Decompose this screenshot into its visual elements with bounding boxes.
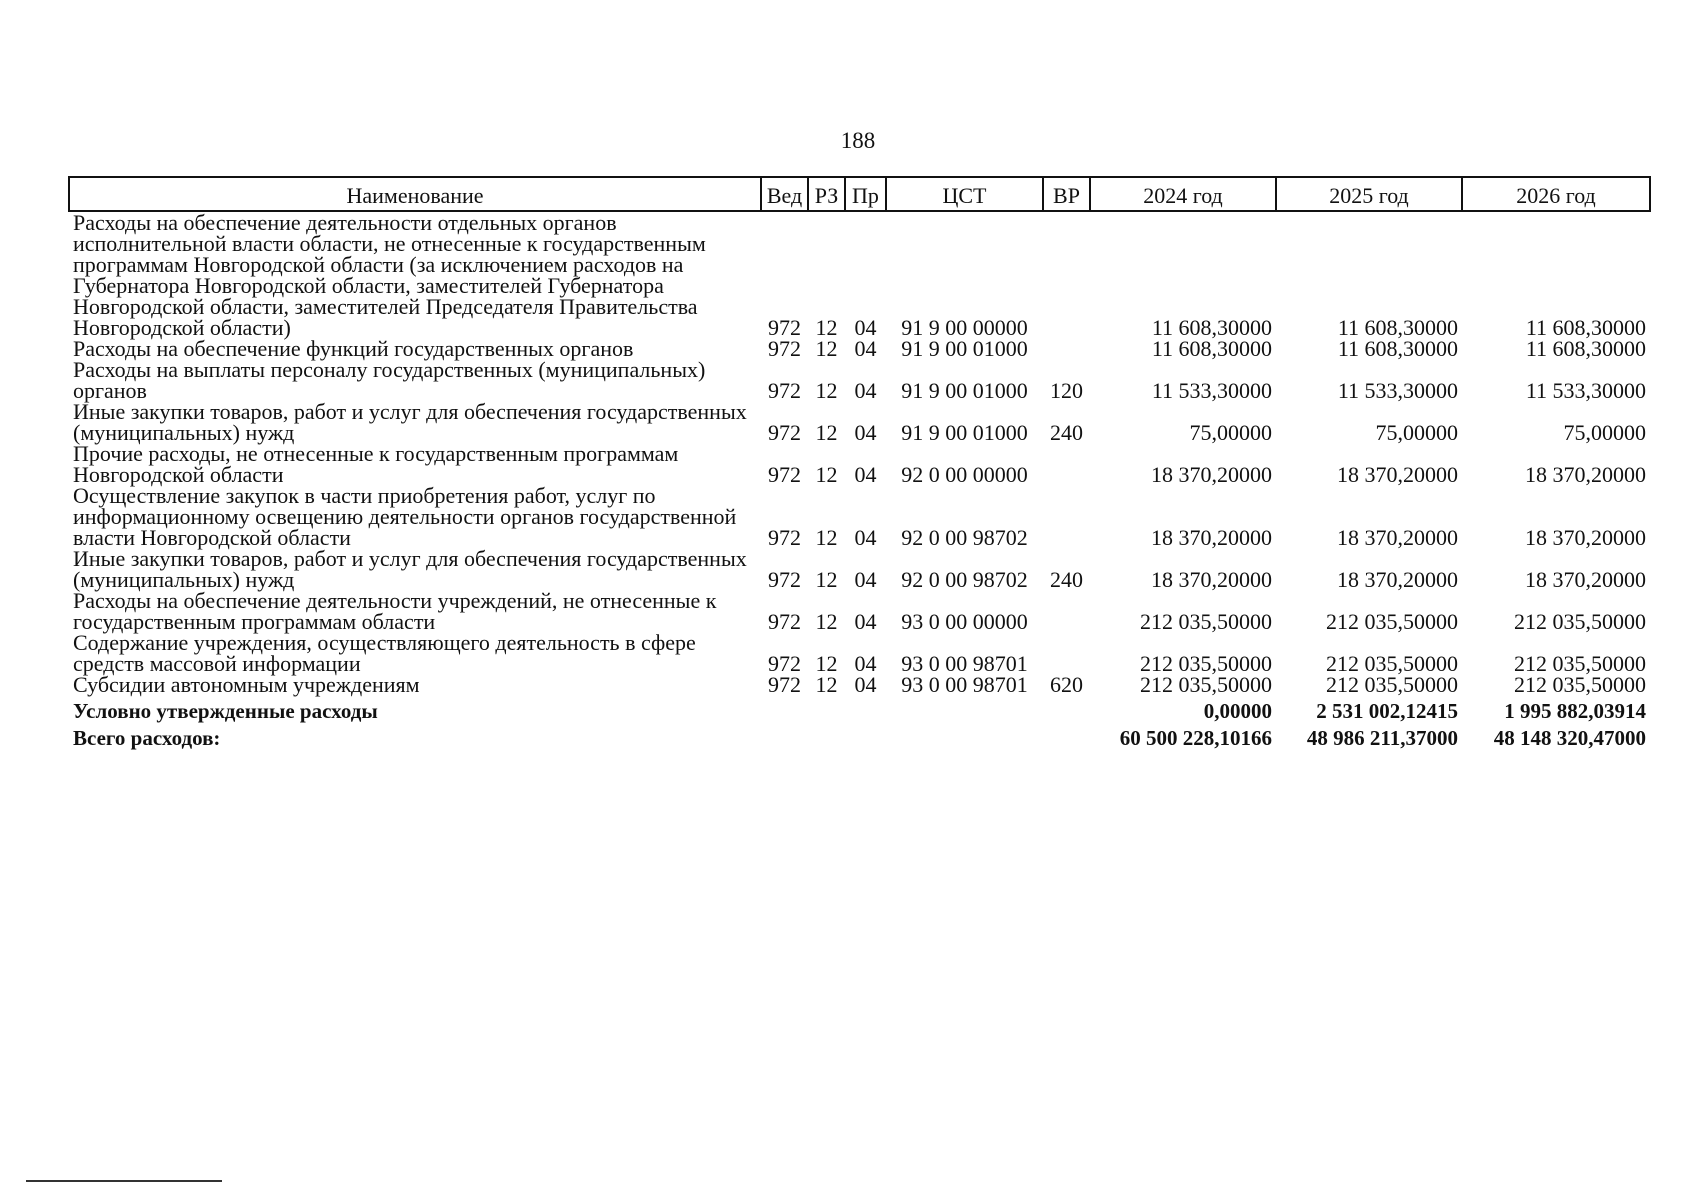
row-pr: 04: [854, 420, 877, 445]
row-cst: 93 0 00 00000: [901, 609, 1028, 634]
row-2025: 18 370,20000: [1337, 567, 1458, 592]
row-2024: 212 035,50000: [1140, 609, 1272, 634]
row-vr: 120: [1050, 378, 1083, 403]
row-name: Иные закупки товаров, работ и услуг для обеспечения государственных (муниципальных) нужд: [73, 399, 747, 445]
row-cst: 92 0 00 00000: [901, 462, 1028, 487]
table-header-row: [69, 177, 1650, 211]
row-2026: 18 370,20000: [1525, 567, 1646, 592]
row-ved: 972: [768, 336, 801, 361]
row-vr: 240: [1050, 420, 1083, 445]
header-2025: 2025 год: [1276, 177, 1462, 211]
header-ved: Вед: [761, 177, 808, 211]
row-rz: 12: [815, 315, 838, 340]
row-rz: 12: [815, 462, 838, 487]
total-row-grand: [69, 722, 1650, 749]
row-ved: 972: [768, 609, 801, 634]
row-2024: 75,00000: [1189, 420, 1272, 445]
row-name: Расходы на выплаты персоналу государственных (муниципальных) органов: [73, 357, 706, 403]
row-2025: 212 035,50000: [1326, 651, 1458, 676]
row-pr: 04: [854, 462, 877, 487]
row-cst: 93 0 00 98701: [901, 672, 1028, 697]
row-2026: 11 533,30000: [1525, 378, 1646, 403]
row-rz: 12: [815, 651, 838, 676]
row-name: Расходы на обеспечение деятельности отдельных органов исполнительной власти области, не отнесенные к государственным программам Новгородской области (за исключением расходов на Губернатора Новгородской области, заместителей Губернатора Новгородской области, заместителей Председателя Правительства Новгородской области): [73, 210, 706, 340]
row-vr: 240: [1050, 567, 1083, 592]
row-2025: 11 533,30000: [1337, 378, 1458, 403]
row-ved: 972: [768, 378, 801, 403]
row-pr: 04: [854, 336, 877, 361]
total-2024: 0,00000: [1203, 699, 1272, 723]
row-2025: 11 608,30000: [1337, 315, 1458, 340]
row-2026: 18 370,20000: [1525, 525, 1646, 550]
row-2024: 18 370,20000: [1151, 462, 1272, 487]
row-pr: 04: [854, 525, 877, 550]
header-2024: 2024 год: [1090, 177, 1276, 211]
table-row: [69, 485, 1650, 548]
row-2026: 212 035,50000: [1514, 609, 1646, 634]
row-2026: 212 035,50000: [1514, 672, 1646, 697]
page-number: 188: [840, 128, 876, 153]
row-2026: 11 608,30000: [1525, 336, 1646, 361]
row-2026: 75,00000: [1563, 420, 1646, 445]
row-vr: [1043, 338, 1090, 359]
row-2025: 11 608,30000: [1337, 336, 1458, 361]
row-rz: 12: [815, 336, 838, 361]
total-2024: 60 500 228,10166: [1119, 726, 1272, 750]
row-pr: 04: [854, 651, 877, 676]
row-2025: 18 370,20000: [1337, 462, 1458, 487]
budget-expenditure-table: [68, 176, 1651, 749]
row-vr: [1043, 211, 1090, 338]
row-name: Осуществление закупок в части приобретения работ, услуг по информационному освещению деятельности органов государственной власти Новгородской области: [73, 483, 737, 550]
row-2026: 18 370,20000: [1525, 462, 1646, 487]
row-2025: 18 370,20000: [1337, 525, 1458, 550]
row-cst: 91 9 00 01000: [901, 378, 1028, 403]
header-2026: 2026 год: [1462, 177, 1650, 211]
table-row: [69, 338, 1650, 359]
row-2025: 212 035,50000: [1326, 609, 1458, 634]
table-row: [69, 401, 1650, 443]
table-row: [69, 590, 1650, 632]
row-vr: [1043, 443, 1090, 485]
row-vr: [1043, 590, 1090, 632]
row-2026: 11 608,30000: [1525, 315, 1646, 340]
row-ved: 972: [768, 672, 801, 697]
row-ved: 972: [768, 315, 801, 340]
row-pr: 04: [854, 609, 877, 634]
row-2025: 75,00000: [1375, 420, 1458, 445]
row-pr: 04: [854, 672, 877, 697]
row-rz: 12: [815, 609, 838, 634]
header-name: Наименование: [69, 177, 761, 211]
row-rz: 12: [815, 672, 838, 697]
total-2025: 2 531 002,12415: [1316, 699, 1458, 723]
row-name: Иные закупки товаров, работ и услуг для обеспечения государственных (муниципальных) нужд: [73, 546, 747, 592]
header-vr: ВР: [1043, 177, 1090, 211]
row-cst: 92 0 00 98702: [901, 525, 1028, 550]
row-cst: 91 9 00 00000: [901, 315, 1028, 340]
header-rz: РЗ: [808, 177, 845, 211]
row-cst: 92 0 00 98702: [901, 567, 1028, 592]
row-2025: 212 035,50000: [1326, 672, 1458, 697]
row-rz: 12: [815, 525, 838, 550]
total-name: Условно утвержденные расходы: [73, 699, 378, 723]
table-row: [69, 548, 1650, 590]
row-2026: 212 035,50000: [1514, 651, 1646, 676]
row-2024: 212 035,50000: [1140, 651, 1272, 676]
row-2024: 11 608,30000: [1151, 315, 1272, 340]
header-pr: Пр: [845, 177, 886, 211]
row-2024: 212 035,50000: [1140, 672, 1272, 697]
table-row: [69, 211, 1650, 338]
row-rz: 12: [815, 378, 838, 403]
row-name: Расходы на обеспечение деятельности учреждений, не отнесенные к государственным программам области: [73, 588, 717, 634]
row-2024: 11 533,30000: [1151, 378, 1272, 403]
table-row: [69, 632, 1650, 674]
row-2024: 11 608,30000: [1151, 336, 1272, 361]
row-cst: 91 9 00 01000: [901, 420, 1028, 445]
row-ved: 972: [768, 420, 801, 445]
row-cst: 93 0 00 98701: [901, 651, 1028, 676]
row-ved: 972: [768, 462, 801, 487]
row-2024: 18 370,20000: [1151, 567, 1272, 592]
row-ved: 972: [768, 651, 801, 676]
total-2026: 1 995 882,03914: [1504, 699, 1646, 723]
row-name: Прочие расходы, не отнесенные к государственным программам Новгородской области: [73, 441, 679, 487]
row-2024: 18 370,20000: [1151, 525, 1272, 550]
row-vr: [1043, 632, 1090, 674]
row-cst: 91 9 00 01000: [901, 336, 1028, 361]
row-name: Содержание учреждения, осуществляющего деятельность в сфере средств массовой информации: [73, 630, 696, 676]
table-row: [69, 443, 1650, 485]
row-pr: 04: [854, 315, 877, 340]
row-name: Субсидии автономным учреждениям: [73, 672, 420, 697]
total-2025: 48 986 211,37000: [1306, 726, 1458, 750]
total-row-conditional: [69, 695, 1650, 722]
row-rz: 12: [815, 420, 838, 445]
row-pr: 04: [854, 378, 877, 403]
row-vr: 620: [1050, 672, 1083, 697]
row-name: Расходы на обеспечение функций государственных органов: [73, 336, 634, 361]
footer-rule: [26, 1180, 222, 1182]
row-vr: [1043, 485, 1090, 548]
row-ved: 972: [768, 567, 801, 592]
row-rz: 12: [815, 567, 838, 592]
row-pr: 04: [854, 567, 877, 592]
total-name: Всего расходов:: [73, 726, 221, 750]
table-row: [69, 674, 1650, 695]
table-row: [69, 359, 1650, 401]
total-2026: 48 148 320,47000: [1493, 726, 1646, 750]
header-cst: ЦСТ: [886, 177, 1043, 211]
row-ved: 972: [768, 525, 801, 550]
